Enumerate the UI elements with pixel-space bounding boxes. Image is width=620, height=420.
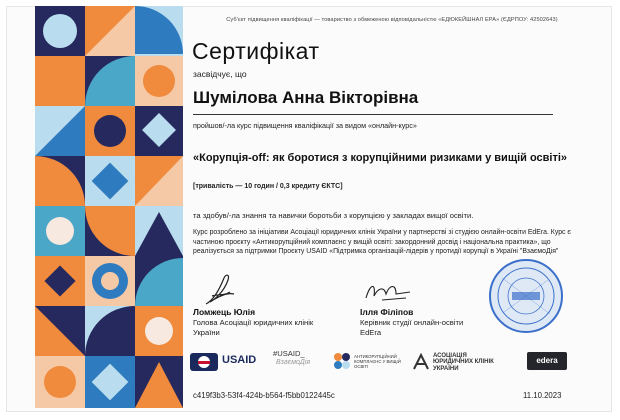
certificate-title: Сертифікат (192, 38, 320, 64)
anticorruption-compliance-logo-icon (333, 352, 351, 370)
issuer-line: Суб'єкт підвищення кваліфікації — товариство з обмеженою відповідальністю «ЕДЮКЕЙШНАЛ ЕРА» (ЄДРПОУ: 42502643) (226, 17, 558, 23)
gained-skills-text: та здобув/-ла знання та навички боротьби з корупцією у закладах вищої освіти. (193, 211, 474, 220)
legal-clinics-association-logo-icon (412, 353, 430, 371)
course-duration: [тривалість — 10 годин / 0,3 кредиту ЄКТС] (193, 183, 343, 190)
course-title: «Корупція-off: як боротися з корупційними ризиками у вищій освіті» (193, 152, 568, 164)
name-underline (193, 114, 553, 115)
certifies-that-text: засвідчує, що (193, 69, 247, 79)
signatory-2-role: Керівник студії онлайн-освіти EdEra (360, 318, 464, 337)
signatory-2-name: Ілля Філіпов (360, 307, 414, 317)
signature-1-icon (200, 270, 240, 310)
anticorruption-compliance-logo-text: АНТИКОРУПЦІЙНИЙ КОМПЛАЄНС У ВИЩІЙ ОСВІТІ (354, 354, 401, 370)
vzaemodia-hashtag: #USAID_ (273, 349, 305, 358)
signatory-1-name: Ломжець Юлія (193, 307, 256, 317)
certificate-id: c419f3b3-53f4-424b-b564-f5bb0122445c (193, 391, 335, 400)
signature-2-icon (362, 278, 414, 306)
legal-clinics-association-logo-text: АСОЦІАЦІЯ ЮРИДИЧНИХ КЛІНІК УКРАЇНИ (433, 353, 494, 372)
vzaemodia-logo-text: ВзаємоДія (276, 359, 311, 366)
signatory-1-role: Голова Асоціації юридичних клінік України (193, 318, 314, 337)
completed-course-text: пройшов/-ла курс підвищення кваліфікації за видом «онлайн-курс» (193, 121, 417, 130)
recipient-name: Шумілова Анна Вікторівна (193, 88, 419, 107)
usaid-logo-icon (190, 353, 218, 371)
course-description: Курс розроблено за ініціативи Асоціації юридичних клінік України у партнерстві зі студією онлайн-освіти EdEra. Курс є частиною проєкту «Антикорупційний комплаєнс у вищій освіті: закордонний досвід і національна практика», що реалізується за підтримки Проєкту USAID «Підтримка організацій-лідерів у протидії корупції в Україні "ВзаємоДія" (193, 229, 571, 256)
certificate-date: 11.10.2023 (523, 391, 562, 400)
usaid-logo-text: USAID (222, 354, 257, 366)
edera-logo: edera (527, 352, 567, 370)
official-seal-icon (488, 258, 564, 334)
